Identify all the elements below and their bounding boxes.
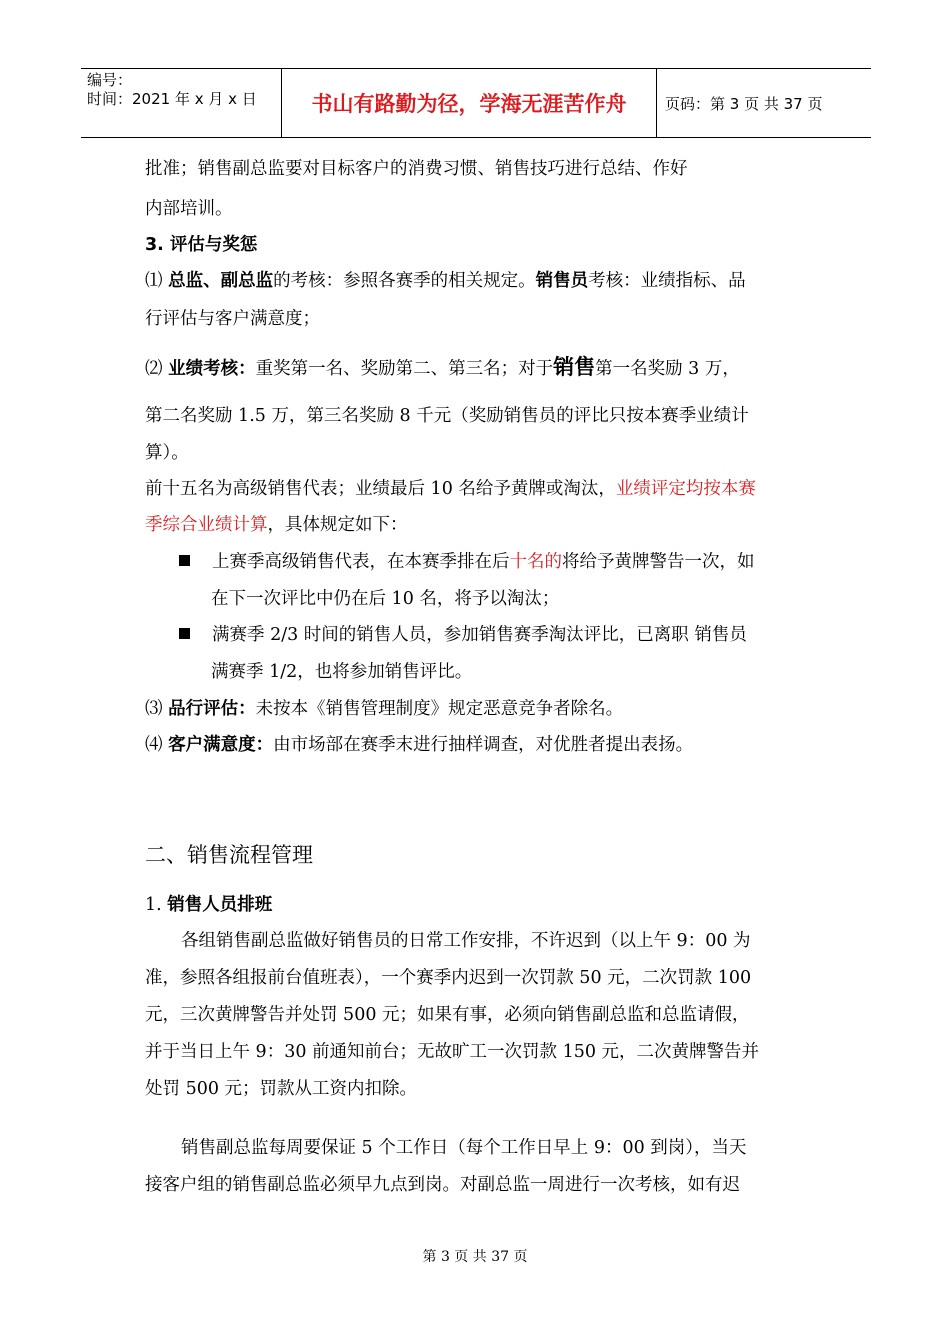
body-line: 准，参照各组报前台值班表），一个赛季内迟到一次罚款 50 元，二次罚款 100 (145, 968, 752, 988)
body-text: ，具体规定如下： (267, 515, 408, 535)
body-line: 内部培训。 (145, 199, 233, 219)
bullet-item (179, 624, 747, 646)
code-label: 编号： (87, 71, 133, 89)
body-line: 满赛季 1/2，也将参加销售评比。 (211, 662, 473, 682)
body-text: 上赛季高级销售代表，在本赛季排在后 (212, 552, 510, 572)
bold-text: 业绩考核： (168, 359, 256, 379)
item-number: ⑵ (145, 359, 169, 379)
body-text: 前十五名为高级销售代表；业绩最后 10 名给予黄牌或淘汰， (145, 479, 616, 499)
paragraph-5 (145, 734, 693, 756)
time-label: 时间：2021 年 x 月 x 日 (87, 90, 257, 108)
emphasis-text: 销售 (553, 355, 596, 379)
motto: 书山有路勤为径，学海无涯苦作舟 (311, 91, 627, 116)
paragraph-3 (145, 478, 756, 500)
item-number: ⑴ (145, 271, 169, 291)
highlight-text: 季综合业绩计算 (145, 515, 268, 535)
item-number: 1. (145, 895, 168, 915)
highlight-text: 十名的 (509, 552, 562, 572)
body-line: 在下一次评比中仍在后 10 名，将予以淘汰； (211, 589, 560, 609)
body-line: 并于当日上午 9：30 前通知前台；无故旷工一次罚款 150 元，二次黄牌警告并 (145, 1042, 760, 1062)
paragraph-3-line-2 (145, 514, 408, 536)
body-line: 销售副总监每周要保证 5 个工作日（每个工作日早上 9：00 到岗），当天 (181, 1138, 747, 1158)
body-text: 将给予黄牌警告一次，如 (562, 552, 755, 572)
body-line: 批准；销售副总监要对目标客户的消费习惯、销售技巧进行总结、作好 (145, 159, 688, 179)
section-3-title: 3. 评估与奖惩 (145, 235, 258, 255)
subsection-1-title (145, 894, 272, 916)
header-table (81, 68, 871, 138)
square-bullet-icon (179, 555, 190, 566)
highlight-text: 业绩评定均按本赛 (615, 479, 756, 499)
bold-text: 销售人员排班 (167, 895, 273, 915)
body-line: 接客户组的销售副总监必须早九点到岗。对副总监一周进行一次考核，如有迟 (145, 1175, 740, 1195)
body-line: 元，三次黄牌警告并处罚 500 元；如果有事，必须向销售副总监和总监请假， (145, 1005, 750, 1025)
header-page-info: 页码：第 3 页 共 37 页 (665, 94, 823, 113)
section-2-title: 二、销售流程管理 (145, 843, 313, 867)
body-line: 行评估与客户满意度； (145, 309, 320, 329)
body-text: 第一名奖励 3 万， (595, 359, 740, 379)
body-text: 由市场部在赛季末进行抽样调查，对优胜者提出表扬。 (273, 735, 694, 755)
item-number: ⑷ (145, 735, 169, 755)
body-line: 处罚 500 元；罚款从工资内扣除。 (145, 1079, 418, 1099)
paragraph-1 (145, 270, 746, 292)
body-text: 未按本《销售管理制度》规定恶意竞争者除名。 (255, 699, 624, 719)
item-number: ⑶ (145, 699, 169, 719)
body-text: 的考核：参照各赛季的相关规定。 (273, 271, 536, 291)
bold-text: 客户满意度： (168, 735, 274, 755)
body-text: 重奖第一名、奖励第二、第三名；对于 (255, 359, 554, 379)
body-text: 满赛季 2/3 时间的销售人员，参加销售赛季淘汰评比，已离职 销售员 (212, 625, 747, 645)
body-line: 第二名奖励 1.5 万，第三名奖励 8 千元（奖励销售员的评比只按本赛季业绩计 (145, 406, 749, 426)
bold-text: 总监、副总监 (168, 271, 274, 291)
header-left-cell (81, 69, 281, 137)
body-line: 各组销售副总监做好销售员的日常工作安排，不许迟到（以上午 9：00 为 (181, 931, 751, 951)
square-bullet-icon (179, 628, 190, 639)
bold-text: 品行评估： (168, 699, 256, 719)
paragraph-2 (145, 356, 740, 380)
body-line: 算）。 (145, 443, 189, 463)
header-motto-cell (281, 69, 657, 137)
body-text: 考核：业绩指标、品 (588, 271, 746, 291)
page-footer: 第 3 页 共 37 页 (422, 1249, 528, 1265)
paragraph-4 (145, 698, 623, 720)
bold-text: 销售员 (535, 271, 589, 291)
bullet-item (179, 551, 755, 573)
